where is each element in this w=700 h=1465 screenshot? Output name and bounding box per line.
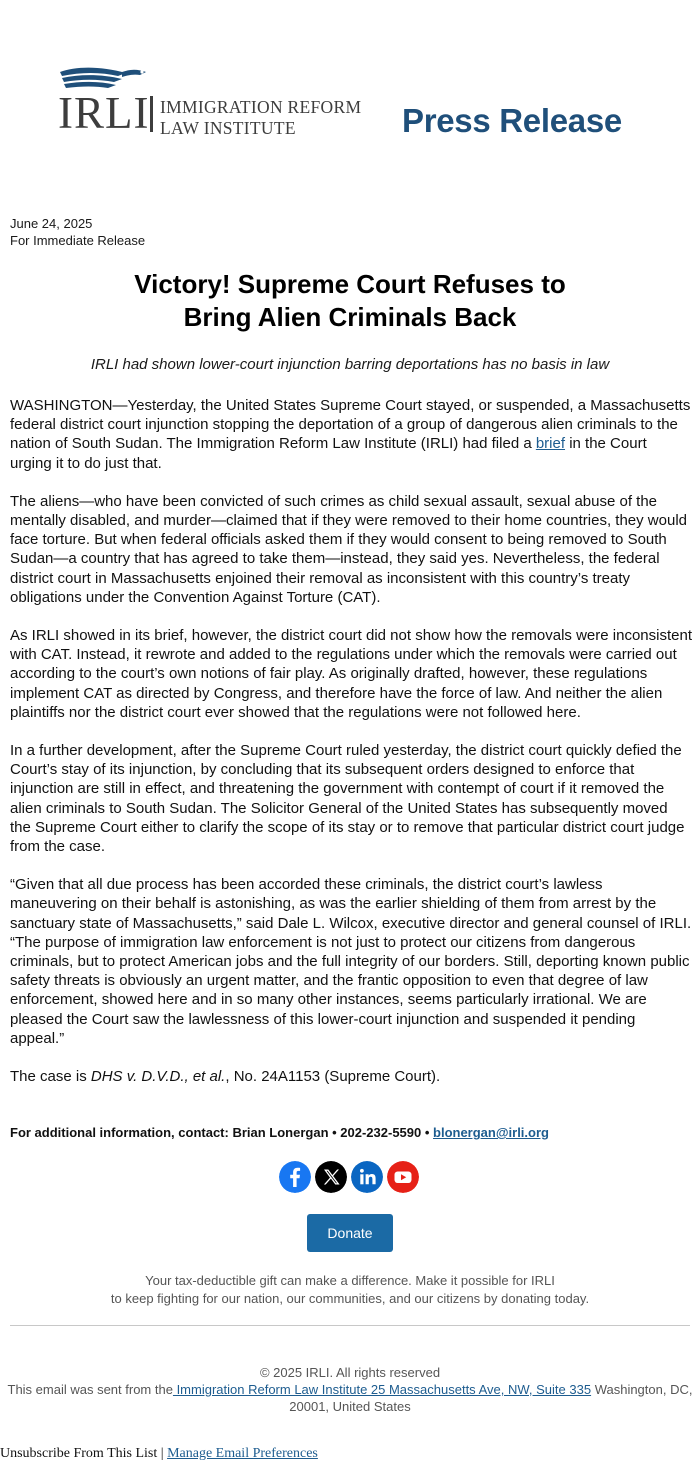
- brief-link[interactable]: brief: [535, 435, 566, 453]
- headline-line2: Bring Alien Criminals Back: [183, 302, 517, 332]
- linkedin-icon[interactable]: [351, 1161, 383, 1193]
- paragraph-4: In a further development, after the Supreme Court ruled yesterday, the district court quickly defied the Court’s stay of its injunction, by concluding that its subsequent orders designed to enforce that injunction are still in effect, and threatening the government with contempt of court if it removed the alien criminals to South Sudan. The Solicitor General of the United States has subsequently moved the Supreme Court either to clarify the scope of its stay or to remove that particular district court judge from the case.: [10, 742, 685, 856]
- logo-name-line1: IMMIGRATION REFORM: [160, 97, 362, 117]
- contact-line: For additional information, contact: Brian Lonergan • 202-232-5590 • blonergan@irli.org: [10, 1125, 549, 1140]
- paragraph-3: As IRLI showed in its brief, however, the district court did not show how the removals were inconsistent with CAT. Instead, it rewrote and added to the regulations under which the removals were carried out according to the court’s own notions of fair play. As originally drafted, however, these regulations implement CAT as directed by Congress, and therefore have the force of law. And neither the alien plaintiffs nor the district court ever showed that the regulations were not followed here.: [10, 627, 692, 721]
- sender-info: This email was sent from the Immigration Reform Law Institute 25 Massachusetts Ave, NW, Suite 335 Washington, DC, 20001, United States: [7, 1382, 693, 1414]
- subheadline: IRLI had shown lower-court injunction barring deportations has no basis in law: [90, 356, 610, 373]
- contact-email-link[interactable]: blonergan@irli.org: [433, 1125, 549, 1140]
- logo-name-line2: LAW INSTITUTE: [160, 118, 296, 138]
- logo-abbreviation: IRLI: [58, 88, 150, 138]
- youtube-icon[interactable]: [387, 1161, 419, 1193]
- unsubscribe-bar: Unsubscribe From This List | Manage Email Preferences: [0, 1446, 318, 1461]
- release-date: June 24, 2025: [10, 216, 93, 231]
- release-meta: [10, 215, 145, 249]
- case-name: DHS v. D.V.D., et al.: [90, 1068, 226, 1086]
- irli-logo[interactable]: [56, 64, 376, 140]
- article-body: [10, 396, 692, 1105]
- footer-divider: [10, 1325, 690, 1326]
- copyright: © 2025 IRLI. All rights reserved: [259, 1365, 441, 1380]
- social-links: [279, 1161, 421, 1195]
- press-release-title: Press Release: [402, 102, 622, 139]
- headline-line1: Victory! Supreme Court Refuses to: [134, 269, 566, 299]
- sender-address-link[interactable]: Immigration Reform Law Institute 25 Massachusetts Ave, NW, Suite 335: [172, 1382, 592, 1397]
- headline: [0, 268, 700, 334]
- paragraph-2: The aliens—who have been convicted of such crimes as child sexual assault, sexual abuse of the mentally disabled, and murder—claimed that if they were removed to their home countries, they would face torture. But when federal officials asked them if they would consent to being removed to South Sudan—a country that has agreed to take them—instead, they said yes. Nevertheless, the federal district court in Massachusetts enjoined their removal as inconsistent with this country’s treaty obligations under the Convention Against Torture (CAT).: [10, 492, 687, 606]
- email-footer: [0, 1364, 700, 1415]
- email-header: [0, 0, 700, 200]
- unsubscribe-link[interactable]: Unsubscribe From This List: [0, 1446, 158, 1461]
- logo-divider: [150, 96, 153, 132]
- manage-preferences-link[interactable]: Manage Email Preferences: [167, 1446, 318, 1461]
- paragraph-5: “Given that all due process has been accorded these criminals, the district court’s lawless maneuvering on their behalf is astonishing, as was the earlier shielding of them from arrest by the sanctuary state of Massachusetts,” said Dale L. Wilcox, executive director and general counsel of IRLI. “The purpose of immigration law enforcement is not just to protect our citizens from dangerous criminals, but to protect American jobs and the full integrity of our borders. Still, deporting known public safety threats is obviously an urgent matter, and the frantic opposition to even that degree of law enforcement, showed here and in so many other instances, seems particularly irrational. We are pleased the Court saw the lawlessness of this lower-court injunction and suspended it pending appeal.”: [10, 876, 692, 1047]
- donation-appeal: Your tax-deductible gift can make a difference. Make it possible for IRLI to keep fighting for our nation, our communities, and our citizens by donating today.: [110, 1273, 590, 1306]
- donate-button[interactable]: Donate: [307, 1214, 393, 1252]
- facebook-icon[interactable]: [279, 1161, 311, 1193]
- x-icon[interactable]: [315, 1161, 347, 1193]
- paragraph-6: The case is DHS v. D.V.D., et al., No. 24A1153 (Supreme Court).: [10, 1068, 441, 1086]
- paragraph-1: WASHINGTON—Yesterday, the United States Supreme Court stayed, or suspended, a Massachusetts federal district court injunction stopping the deportation of a group of dangerous alien criminals to the nation of South Sudan. The Immigration Reform Law Institute (IRLI) had filed a brief in the Court urging it to do just that.: [10, 397, 691, 472]
- release-status: For Immediate Release: [10, 233, 146, 248]
